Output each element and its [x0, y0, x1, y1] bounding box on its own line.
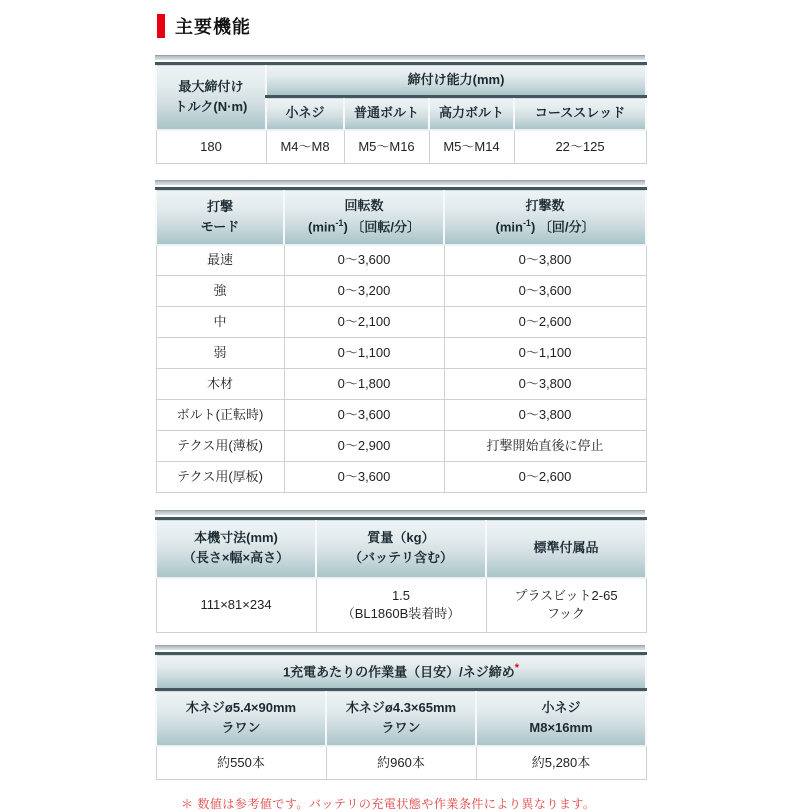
wood-screw-large-header-cell: [156, 690, 326, 746]
ipm-cell: 0～3,800: [444, 245, 646, 276]
table-top-strip: [155, 180, 645, 185]
ipm-header-line1: 打撃数: [525, 198, 565, 214]
machine-screw-header-cell: [476, 690, 646, 746]
mode-cell: 弱: [156, 338, 284, 369]
ipm-cell: 0～3,800: [444, 369, 646, 400]
wood-screw-large-header-line1: 木ネジø5.4×90mm: [185, 699, 297, 715]
table-row: [156, 746, 646, 780]
rpm-cell: 0～2,100: [284, 307, 444, 338]
torque-header-line1: 最大締付け: [178, 78, 244, 94]
ipm-header-cell: [444, 189, 646, 245]
accessory-header-cell: 標準付属品: [486, 519, 646, 578]
wood-screw-small-value-cell: 約960本: [326, 746, 476, 780]
wood-screw-small-header-line2: ラワン: [381, 719, 421, 735]
table-row-mode-weak: [156, 338, 646, 369]
ipm-header-sup: -1: [522, 217, 531, 228]
wood-screw-small-header-line1: 木ネジø4.3×65mm: [345, 699, 457, 715]
ipm-header-pre: (min: [495, 218, 523, 234]
table-row-mode-max: [156, 245, 646, 276]
table-row: [156, 578, 646, 633]
mode-header-line1: 打撃: [206, 198, 233, 214]
table-top-strip: [155, 510, 645, 515]
table-row-mode-medium: [156, 307, 646, 338]
footnote-text: ＊ 数値は参考値です。バッテリの充電状態や作業条件により異なります。: [181, 797, 596, 811]
capacity-value-coarse-thread: 22～125: [514, 130, 646, 164]
dimensions-header-line1: 本機寸法(mm): [194, 530, 278, 546]
torque-header-line2: トルク(N·m): [174, 98, 248, 114]
weight-value-cell: [316, 578, 486, 633]
mode-cell: 木材: [156, 369, 284, 400]
ipm-header-post: ) 〔回/分〕: [530, 218, 595, 234]
rpm-header-line1: 回転数: [344, 198, 384, 214]
wood-screw-small-header-cell: [326, 690, 476, 746]
wood-screw-large-header-line2: ラワン: [221, 719, 261, 735]
work-per-charge-table-block: [155, 645, 645, 780]
machine-screw-value-cell: 約5,280本: [476, 746, 646, 780]
mode-cell: ボルト(正転時): [156, 400, 284, 431]
capacity-subheader-machine-screw: 小ネジ: [266, 97, 344, 130]
ipm-cell: 0～1,100: [444, 338, 646, 369]
capacity-value-standard-bolt: M5～M16: [344, 130, 429, 164]
mode-cell: 強: [156, 276, 284, 307]
dimensions-table: [155, 517, 647, 633]
rpm-header-pre: (min: [307, 218, 336, 234]
machine-screw-header-line2: M8×16mm: [529, 719, 593, 735]
rpm-header-cell: [284, 189, 444, 245]
work-per-charge-title-cell: [156, 654, 646, 690]
capacity-value-machine-screw: M4～M8: [266, 130, 344, 164]
weight-header-line1: 質量（kg）: [367, 530, 435, 546]
dimensions-header-line2: （長さ×幅×高さ）: [182, 550, 290, 566]
mode-cell: テクス用(厚板): [156, 462, 284, 493]
dimensions-value-cell: 111×81×234: [156, 578, 316, 633]
rpm-cell: 0～3,200: [284, 276, 444, 307]
capacity-subheader-high-tensile-bolt: 高力ボルト: [429, 97, 514, 130]
dimensions-header-cell: [156, 519, 316, 578]
rpm-cell: 0～3,600: [284, 400, 444, 431]
ipm-cell: 打撃開始直後に停止: [444, 431, 646, 462]
torque-value-cell: 180: [156, 130, 266, 164]
table-row-mode-bolt: [156, 400, 646, 431]
rpm-header-post: ) 〔回転/分〕: [343, 218, 421, 234]
ipm-cell: 0～2,600: [444, 307, 646, 338]
page-title: 主要機能: [175, 17, 251, 37]
capacity-value-high-tensile-bolt: M5～M14: [429, 130, 514, 164]
accessory-value-cell: [486, 578, 646, 633]
table-row-mode-tex-thin: [156, 431, 646, 462]
impact-mode-table-block: [155, 180, 645, 493]
mode-header-cell: [156, 189, 284, 245]
mode-header-line2: モード: [200, 218, 240, 234]
table-row-mode-tex-thick: [156, 462, 646, 493]
rpm-header-sup: -1: [335, 217, 344, 228]
weight-value-line1: 1.5: [391, 588, 411, 604]
table-row-mode-strong: [156, 276, 646, 307]
torque-capacity-table-block: [155, 55, 645, 164]
capacity-subheader-coarse-thread: コーススレッド: [514, 97, 646, 130]
footnote-asterisk: *: [514, 662, 520, 675]
section-heading: [157, 13, 800, 39]
rpm-cell: 0～3,600: [284, 462, 444, 493]
torque-capacity-table: [155, 62, 647, 164]
capacity-subheader-standard-bolt: 普通ボルト: [344, 97, 429, 130]
work-per-charge-table: [155, 652, 647, 780]
torque-header-cell: [156, 64, 266, 130]
rpm-cell: 0～1,800: [284, 369, 444, 400]
machine-screw-header-line1: 小ネジ: [541, 699, 581, 715]
ipm-cell: 0～3,800: [444, 400, 646, 431]
mode-cell: 中: [156, 307, 284, 338]
ipm-cell: 0～3,600: [444, 276, 646, 307]
red-accent-bar: [157, 14, 165, 38]
rpm-cell: 0～3,600: [284, 245, 444, 276]
weight-header-cell: [316, 519, 486, 578]
rpm-cell: 0～1,100: [284, 338, 444, 369]
capacity-header-cell: 締付け能力(mm): [266, 64, 646, 97]
ipm-cell: 0～2,600: [444, 462, 646, 493]
dimensions-table-block: [155, 510, 645, 633]
mode-cell: テクス用(薄板): [156, 431, 284, 462]
accessory-value-line2: フック: [546, 606, 586, 622]
weight-value-line2: （BL1860B装着時）: [341, 606, 461, 622]
work-per-charge-title: 1充電あたりの作業量（目安）/ネジ締め: [282, 664, 515, 680]
accessory-value-line1: プラスビット2-65: [514, 588, 618, 604]
weight-header-line2: （バッテリ含む）: [348, 550, 453, 566]
wood-screw-large-value-cell: 約550本: [156, 746, 326, 780]
rpm-cell: 0～2,900: [284, 431, 444, 462]
table-top-strip: [155, 55, 645, 60]
mode-cell: 最速: [156, 245, 284, 276]
table-top-strip: [155, 645, 645, 650]
table-row-mode-wood: [156, 369, 646, 400]
impact-mode-table: [155, 187, 647, 493]
table-row: [156, 130, 646, 164]
